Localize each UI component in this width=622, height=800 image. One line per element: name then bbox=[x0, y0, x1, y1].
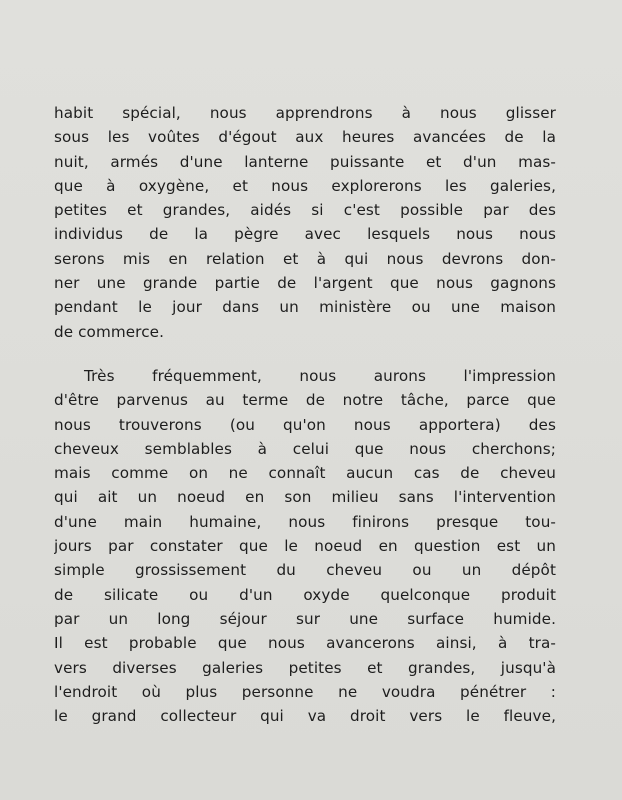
text-line: cheveux semblables à celui que nous cherchons; bbox=[54, 439, 556, 458]
text-line: vers diverses galeries petites et grandes, jusqu'à bbox=[54, 658, 556, 677]
text-line: jours par constater que le noeud en question est un bbox=[54, 537, 556, 556]
text-line: Il est probable que nous avancerons ainsi, à tra- bbox=[54, 634, 556, 653]
text-line: le grand collecteur qui va droit vers le fleuve, bbox=[54, 707, 556, 726]
text-line: d'être parvenus au terme de notre tâche, parce que bbox=[54, 391, 556, 410]
text-line: l'endroit où plus personne ne voudra pénétrer : bbox=[54, 682, 556, 701]
text-line: mais comme on ne connaît aucun cas de cheveu bbox=[54, 464, 556, 483]
text-line: habit spécial, nous apprendrons à nous glisser bbox=[54, 104, 556, 122]
text-line: individus de la pègre avec lesquels nous nous bbox=[54, 225, 556, 244]
text-line: pendant le jour dans un ministère ou une maison bbox=[54, 298, 556, 317]
text-line: par un long séjour sur une surface humide. bbox=[54, 609, 556, 628]
paragraph-1 bbox=[54, 101, 556, 344]
text-line: nous trouverons (ou qu'on nous apportera) des bbox=[54, 415, 556, 434]
text-line: nuit, armés d'une lanterne puissante et d'un mas- bbox=[54, 152, 556, 171]
text-line: d'une main humaine, nous finirons presque tou- bbox=[54, 512, 556, 531]
text-line: ner une grande partie de l'argent que nous gagnons bbox=[54, 274, 556, 293]
text-line: que à oxygène, et nous explorerons les galeries, bbox=[54, 176, 556, 195]
text-line: de silicate ou d'un oxyde quelconque produit bbox=[54, 585, 556, 604]
text-line: Très fréquemment, nous aurons l'impression bbox=[84, 367, 556, 385]
text-line: petites et grandes, aidés si c'est possible par des bbox=[54, 201, 556, 220]
text-line: de commerce. bbox=[54, 322, 165, 341]
text-line: serons mis en relation et à qui nous devrons don- bbox=[54, 249, 556, 268]
paragraph-2 bbox=[54, 364, 556, 728]
text-line: simple grossissement du cheveu ou un dépôt bbox=[54, 561, 556, 580]
text-line: qui ait un noeud en son milieu sans l'intervention bbox=[54, 488, 556, 507]
text-line: sous les voûtes d'égout aux heures avancées de la bbox=[54, 128, 556, 147]
